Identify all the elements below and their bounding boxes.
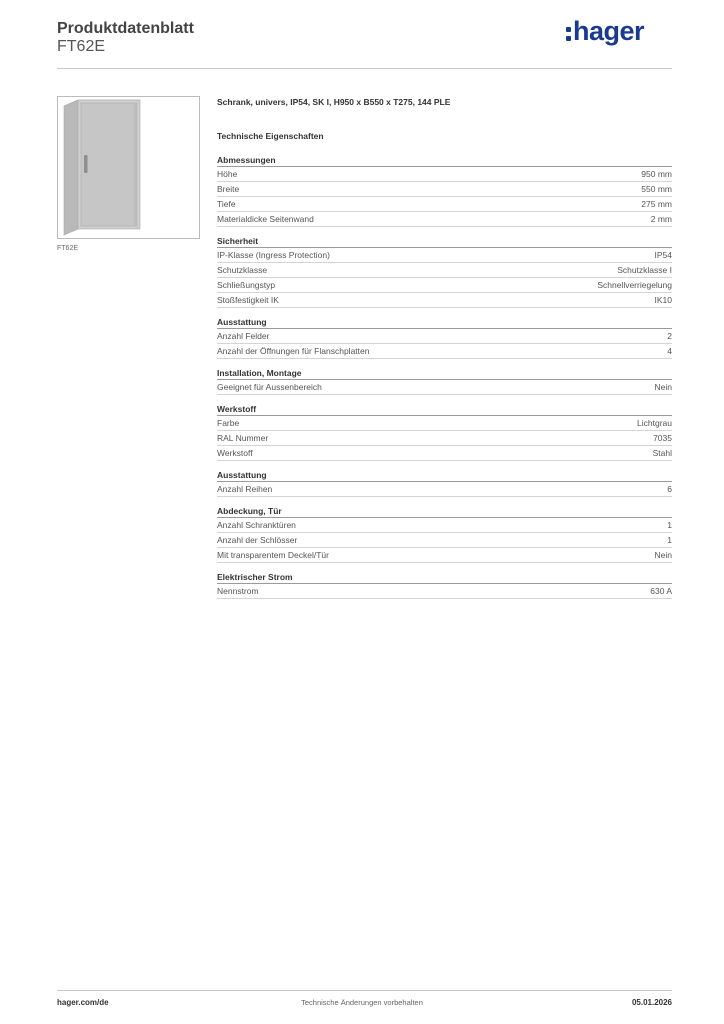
property-label: Anzahl Felder xyxy=(217,331,270,341)
property-row xyxy=(217,293,672,308)
property-value: Stahl xyxy=(652,448,672,458)
property-label: Geeignet für Aussenbereich xyxy=(217,382,322,392)
property-value: IK10 xyxy=(654,295,672,305)
property-row xyxy=(217,584,672,599)
property-section xyxy=(217,154,672,227)
property-label: Anzahl der Schlösser xyxy=(217,535,298,545)
image-caption: FT62E xyxy=(57,245,79,252)
section-title: Abmessungen xyxy=(217,154,672,167)
property-value: Nein xyxy=(654,550,672,560)
property-section xyxy=(217,316,672,359)
property-row xyxy=(217,263,672,278)
property-value: Nein xyxy=(654,382,672,392)
section-title: Ausstattung xyxy=(217,316,672,329)
property-row xyxy=(217,380,672,395)
property-label: Tiefe xyxy=(217,199,236,209)
section-title: Abdeckung, Tür xyxy=(217,505,672,518)
property-row xyxy=(217,548,672,563)
property-label: Nennstrom xyxy=(217,586,259,596)
product-description: Schrank, univers, IP54, SK I, H950 x B550 x T275, 144 PLE xyxy=(217,97,451,107)
footer-website: hager.com/de xyxy=(57,998,109,1007)
property-label: Schließungstyp xyxy=(217,280,276,290)
property-label: Materialdicke Seitenwand xyxy=(217,214,314,224)
property-label: IP-Klasse (Ingress Protection) xyxy=(217,250,330,260)
property-value: Schnellverriegelung xyxy=(597,280,672,290)
property-section xyxy=(217,505,672,563)
property-row xyxy=(217,212,672,227)
document-title: Produktdatenblatt xyxy=(57,20,194,37)
property-row xyxy=(217,533,672,548)
section-title: Ausstattung xyxy=(217,469,672,482)
properties-list xyxy=(217,154,672,607)
property-label: Anzahl Reihen xyxy=(217,484,273,494)
property-label: Farbe xyxy=(217,418,240,428)
property-row xyxy=(217,167,672,182)
property-label: Breite xyxy=(217,184,240,194)
footer-date: 05.01.2026 xyxy=(631,998,672,1007)
property-row xyxy=(217,518,672,533)
property-row xyxy=(217,446,672,461)
property-label: Anzahl der Öffnungen für Flanschplatten xyxy=(217,346,370,356)
property-value: 6 xyxy=(667,484,672,494)
property-row xyxy=(217,431,672,446)
property-label: Stoßfestigkeit IK xyxy=(217,295,279,305)
electrical-cabinet-image xyxy=(58,97,199,238)
property-section xyxy=(217,571,672,599)
property-row xyxy=(217,248,672,263)
property-label: Mit transparentem Deckel/Tür xyxy=(217,550,329,560)
footer-notice: Technische Änderungen vorbehalten xyxy=(301,998,423,1007)
property-value: 4 xyxy=(667,346,672,356)
property-value: 1 xyxy=(667,535,672,545)
section-title: Installation, Montage xyxy=(217,367,672,380)
property-value: Lichtgrau xyxy=(637,418,672,428)
section-title: Sicherheit xyxy=(217,235,672,248)
property-value: 7035 xyxy=(653,433,672,443)
property-value: 950 mm xyxy=(641,169,672,179)
section-title: Werkstoff xyxy=(217,403,672,416)
property-label: Werkstoff xyxy=(217,448,253,458)
product-code: FT62E xyxy=(57,38,106,55)
property-row xyxy=(217,278,672,293)
property-section xyxy=(217,367,672,395)
property-row xyxy=(217,329,672,344)
property-row xyxy=(217,344,672,359)
hager-logo xyxy=(566,16,644,47)
property-label: Schutzklasse xyxy=(217,265,268,275)
property-section xyxy=(217,469,672,497)
property-value: 275 mm xyxy=(641,199,672,209)
footer-divider xyxy=(57,990,672,991)
technical-heading: Technische Eigenschaften xyxy=(217,131,324,141)
property-label: RAL Nummer xyxy=(217,433,269,443)
property-value: 1 xyxy=(667,520,672,530)
property-value: Schutzklasse I xyxy=(617,265,672,275)
property-label: Höhe xyxy=(217,169,238,179)
property-row xyxy=(217,197,672,212)
property-value: 630 A xyxy=(650,586,672,596)
header-divider xyxy=(57,68,672,69)
product-image xyxy=(57,96,200,239)
logo-text: hager xyxy=(573,16,645,46)
property-value: 2 xyxy=(667,331,672,341)
property-row xyxy=(217,182,672,197)
property-section xyxy=(217,403,672,461)
property-row xyxy=(217,416,672,431)
property-label: Anzahl Schranktüren xyxy=(217,520,296,530)
property-value: IP54 xyxy=(654,250,672,260)
section-title: Elektrischer Strom xyxy=(217,571,672,584)
property-value: 550 mm xyxy=(641,184,672,194)
property-section xyxy=(217,235,672,308)
property-value: 2 mm xyxy=(650,214,672,224)
property-row xyxy=(217,482,672,497)
logo-dots-icon xyxy=(566,27,571,41)
